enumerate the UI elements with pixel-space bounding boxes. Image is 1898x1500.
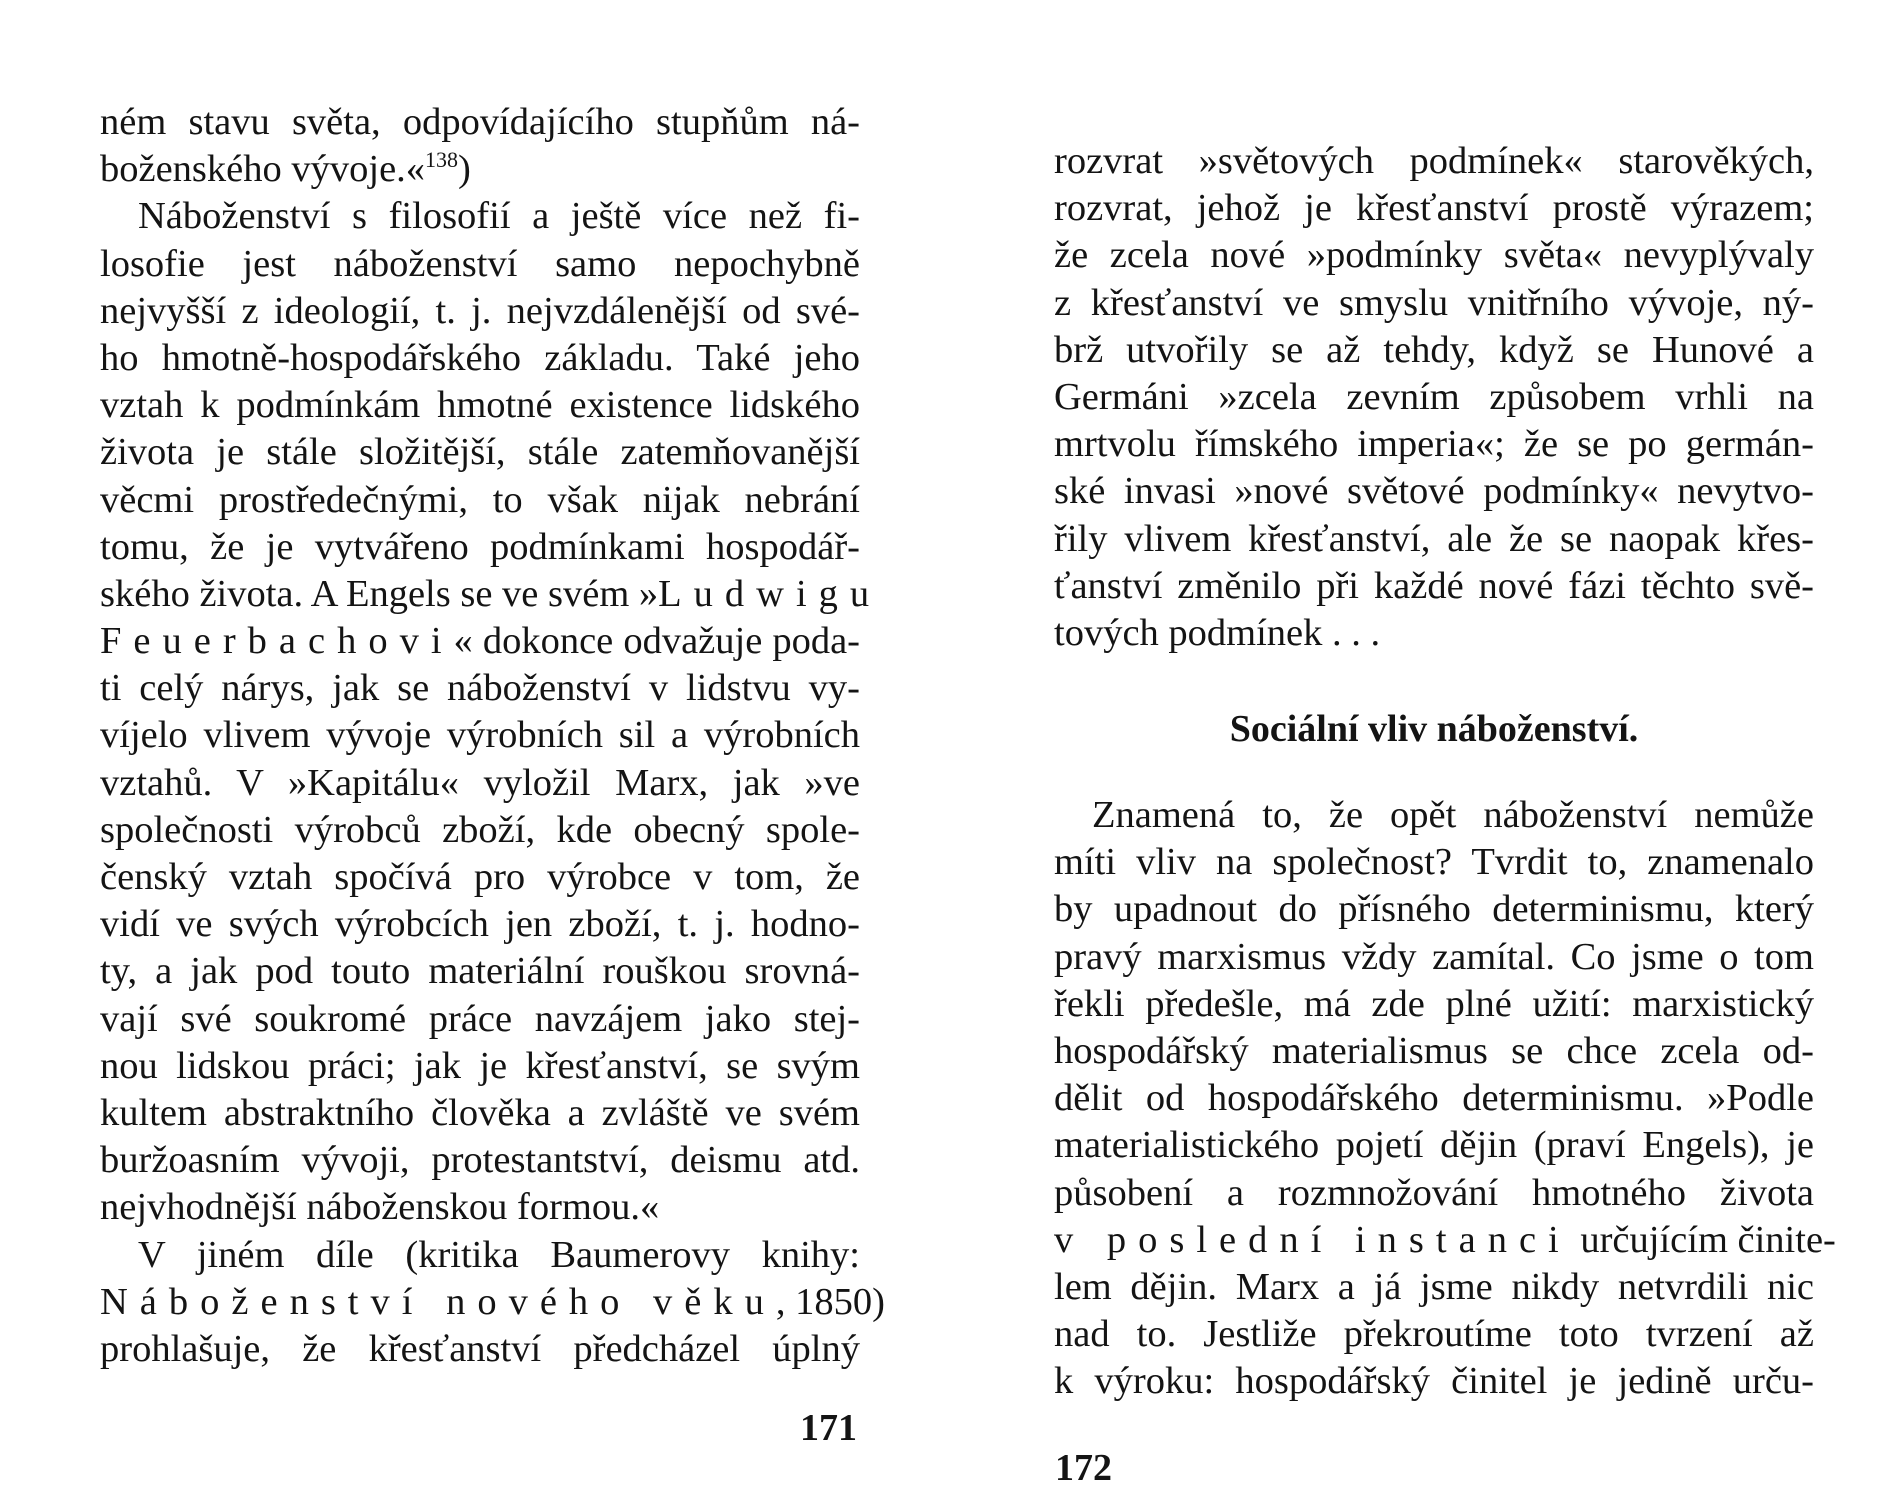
text-line: ti celý nárys, jak se náboženství v lidstvu vy- xyxy=(100,667,860,710)
paragraph-start-line: Znamená to, že opět náboženství nemůže xyxy=(1092,794,1814,836)
text-line xyxy=(100,146,860,193)
text-line: působení a rozmnožování hmotného života xyxy=(1054,1171,1814,1214)
paragraph-start-line: V jiném díle (kritika Baumerovy knihy: xyxy=(138,1233,860,1276)
section-heading: Sociální vliv náboženství. xyxy=(1229,708,1639,750)
text-line: Germáni »zcela zevním způsobem vrhli na xyxy=(1054,375,1814,418)
text-fragment: ) xyxy=(458,148,471,191)
text-line: ném stavu světa, odpovídajícího stupňům ná- xyxy=(100,101,860,143)
text-line: vají své soukromé práce navzájem jako stej- xyxy=(100,997,860,1040)
text-line: vztah k podmínkám hmotné existence lidského xyxy=(100,384,860,427)
text-line: pravý marxismus vždy zamítal. Co jsme o tom xyxy=(1054,935,1814,978)
text-line: společnosti výrobců zboží, kde obecný spole- xyxy=(100,808,860,851)
text-line: ho hmotně-hospodářského základu. Také jeho xyxy=(100,336,860,379)
right-text-column xyxy=(1054,138,1836,1403)
text-line: k výroku: hospodářský činitel je jedině urču- xyxy=(1054,1360,1814,1403)
text-line: rozvrat »světových podmínek« starověkých, xyxy=(1054,140,1814,182)
spaced-title: Ludwigu xyxy=(658,572,882,615)
text-line: ty, a jak pod touto materiální rouškou srovná- xyxy=(100,950,860,993)
text-fragment: « dokonce odvažuje poda- xyxy=(453,620,860,663)
text-line: nou lidskou práci; jak je křesťanství, se svým xyxy=(100,1044,860,1087)
text-line: hospodářský materialismus se chce zcela od- xyxy=(1054,1029,1814,1072)
text-line: lem dějin. Marx a já jsme nikdy netvrdili nic xyxy=(1054,1265,1814,1308)
text-line: by upadnout do přísného determinismu, který xyxy=(1054,888,1814,931)
text-fragment: ského života. A Engels se ve svém » xyxy=(100,572,659,615)
left-text-column xyxy=(100,99,885,1373)
page-number: 171 xyxy=(800,1407,857,1449)
right-page xyxy=(949,0,1898,1500)
text-line: nejvyšší z ideologií, t. j. nejvzdálenější od své- xyxy=(100,289,860,332)
text-line: prohlašuje, že křesťanství předcházel úplný xyxy=(100,1327,860,1370)
text-line: materialistického pojetí dějin (praví Engels), je xyxy=(1054,1124,1814,1167)
text-line xyxy=(100,618,860,665)
text-line: vztahů. V »Kapitálu« vyložil Marx, jak »ve xyxy=(100,761,860,804)
text-line: kultem abstraktního člověka a zvláště ve svém xyxy=(100,1091,860,1134)
footnote-ref[interactable]: 138 xyxy=(425,147,459,173)
text-line: mrtvolu římského imperia«; že se po germán- xyxy=(1054,423,1814,466)
text-line: míti vliv na společnost? Tvrdit to, znamenalo xyxy=(1054,841,1814,884)
text-line xyxy=(100,1279,885,1326)
text-line: víjelo vlivem vývoje výrobních sil a výrobních xyxy=(100,714,860,757)
text-fragment: určujícím činite- xyxy=(1570,1218,1836,1261)
text-line: že zcela nové »podmínky světa« nevyplývaly xyxy=(1054,234,1814,277)
text-line: brž utvořily se až tehdy, když se Hunové a xyxy=(1054,328,1814,371)
text-line: ťanství změnilo při každé nové fázi těchto svě- xyxy=(1054,564,1814,607)
text-line: nad to. Jestliže překroutíme toto tvrzení až xyxy=(1054,1313,1814,1356)
text-line: řily vlivem křesťanství, ale že se naopak křes- xyxy=(1054,517,1814,560)
text-fragment: boženského vývoje.« xyxy=(100,148,426,191)
spaced-emphasis: í instanci xyxy=(1310,1218,1571,1261)
text-line xyxy=(1054,1217,1836,1264)
text-line: rozvrat, jehož je křesťanství prostě výrazem; xyxy=(1054,187,1814,230)
text-line: buržoasním vývoji, protestantství, deismu atd. xyxy=(100,1139,860,1182)
spaced-emphasis: v posledn xyxy=(1054,1218,1311,1261)
text-line: věcmi prostředečnými, to však nijak nebrání xyxy=(100,478,860,521)
text-line: řekli předešle, má zde plné užití: marxistický xyxy=(1054,982,1814,1025)
spaced-title: Feuerbachovi xyxy=(100,620,454,663)
text-line: vidí ve svých výrobcích jen zboží, t. j. hodno- xyxy=(100,903,860,946)
text-line: z křesťanství ve smyslu vnitřního vývoje, ný- xyxy=(1054,281,1814,324)
text-line: ské invasi »nové světové podmínky« nevytvo- xyxy=(1054,470,1814,513)
paragraph-end-line: tových podmínek . . . xyxy=(1054,611,1381,654)
spaced-title: Náboženství nového věku xyxy=(100,1280,776,1323)
text-line xyxy=(100,571,882,618)
right-paragraph xyxy=(1054,792,1836,1405)
text-line: dělit od hospodářského determinismu. »Podle xyxy=(1054,1077,1814,1120)
text-line: čenský vztah spočívá pro výrobce v tom, že xyxy=(100,856,860,898)
text-line: života je stále složitější, stále zatemňovanější xyxy=(100,431,860,474)
paragraph-end-line: nejvhodnější náboženskou formou.« xyxy=(100,1186,660,1229)
paragraph-start-line: Náboženství s filosofií a ještě více než fi- xyxy=(138,195,860,238)
text-line: tomu, že je vytvářeno podmínkami hospodář- xyxy=(100,525,860,568)
page-number: 172 xyxy=(1055,1447,1112,1489)
text-fragment: , 1850) xyxy=(775,1280,885,1323)
text-line: losofie jest náboženství samo nepochybně xyxy=(100,242,860,285)
